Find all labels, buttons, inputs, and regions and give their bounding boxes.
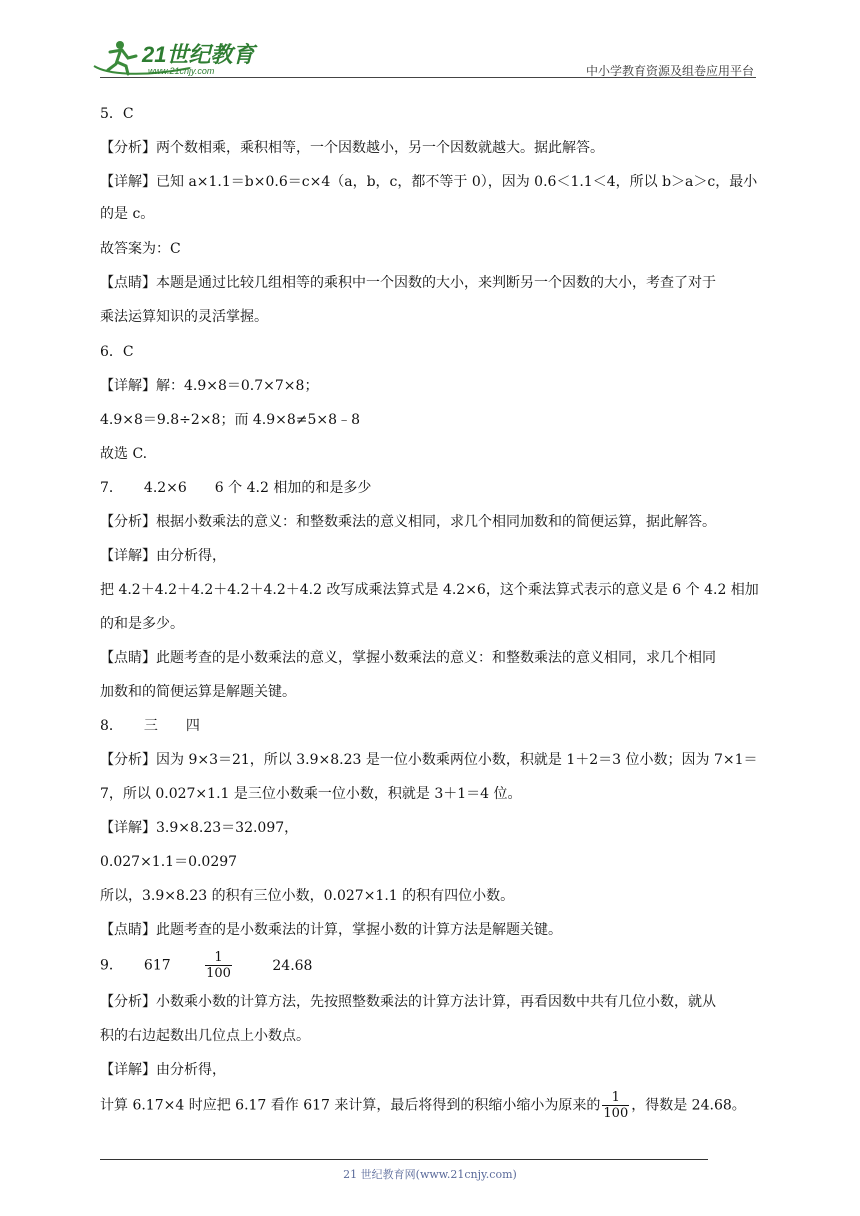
answer-line: 【详解】由分析得， xyxy=(100,1062,226,1078)
answer-line: 【分析】因为 9×3＝21，所以 3.9×8.23 是一位小数乘两位小数，积就是 1＋2＝3 位小数；因为 7×1＝ xyxy=(100,752,758,768)
page-footer: 21 世纪教育网(www.21cnjy.com) xyxy=(343,1168,517,1181)
answer-line: 5．C xyxy=(100,106,134,122)
answer-line: 【分析】小数乘小数的计算方法，先按照整数乘法的计算方法计算，再看因数中共有几位小数，就从 xyxy=(100,994,716,1010)
final-answer-line xyxy=(100,1090,746,1121)
final-fraction xyxy=(602,1090,629,1121)
q9-fraction xyxy=(205,950,232,981)
answer-line: 把 4.2＋4.2＋4.2＋4.2＋4.2＋4.2 改写成乘法算式是 4.2×6，这个乘法算式表示的意义是 6 个 4.2 相加 xyxy=(100,582,759,598)
fraction-numerator: 1 xyxy=(214,950,223,965)
answer-line: 4.9×8＝9.8÷2×8；而 4.9×8≠5×8﹣8 xyxy=(100,412,360,428)
platform-name: 中小学教育资源及组卷应用平台 xyxy=(585,64,754,78)
svg-text:21世纪教育: 21世纪教育 xyxy=(142,42,255,67)
answer-line: 【分析】根据小数乘法的意义：和整数乘法的意义相同，求几个相同加数和的简便运算，据此解答。 xyxy=(100,514,716,530)
answer-line: 的是 c。 xyxy=(100,206,155,222)
answer-line: 0.027×1.1＝0.0297 xyxy=(100,854,238,870)
answer-line: 【详解】解：4.9×8＝0.7×7×8； xyxy=(100,378,319,394)
answer-line: 7． 4.2×6 6 个 4.2 相加的和是多少 xyxy=(100,480,372,496)
answer-line: 8． 三 四 xyxy=(100,718,200,734)
answer-line: 故答案为：C xyxy=(100,241,181,257)
answer-line: 【详解】已知 a×1.1＝b×0.6＝c×4（a，b，c，都不等于 0），因为 0.6＜1.1＜4，所以 b＞a＞c，最小 xyxy=(100,174,758,190)
answer-line: 的和是多少。 xyxy=(100,616,184,632)
answer-line: 所以，3.9×8.23 的积有三位小数，0.027×1.1 的积有四位小数。 xyxy=(100,888,515,904)
footer-divider xyxy=(100,1159,708,1160)
fraction-denominator: 100 xyxy=(206,966,231,981)
header-divider xyxy=(100,77,756,78)
final-prefix: 计算 6.17×4 时应把 6.17 看作 617 来计算，最后将得到的积缩小缩小为原来的 xyxy=(100,1097,601,1114)
page-header xyxy=(90,28,760,78)
answer-line: 【详解】由分析得， xyxy=(100,548,226,564)
answer-line: 7，所以 0.027×1.1 是三位小数乘一位小数，积就是 3＋1＝4 位。 xyxy=(100,786,522,802)
answer-line: 乘法运算知识的灵活掌握。 xyxy=(100,309,268,325)
site-logo xyxy=(90,36,290,78)
fraction-denominator: 100 xyxy=(603,1106,629,1121)
answer-line: 故选 C. xyxy=(100,446,148,462)
answer-line: 【分析】两个数相乘，乘积相等，一个因数越小，另一个因数就越大。据此解答。 xyxy=(100,140,604,156)
answer-line: 【点睛】此题考查的是小数乘法的计算，掌握小数的计算方法是解题关键。 xyxy=(100,922,562,938)
q9-prefix: 9． 617 xyxy=(100,957,171,974)
answer-line: 积的右边起数出几位点上小数点。 xyxy=(100,1028,310,1044)
svg-text:www.21cnjy.com: www.21cnjy.com xyxy=(148,66,215,76)
answer-line: 【点睛】此题考查的是小数乘法的意义，掌握小数乘法的意义：和整数乘法的意义相同，求几个相同 xyxy=(100,650,716,666)
answer-line: 【点睛】本题是通过比较几组相等的乘积中一个因数的大小，来判断另一个因数的大小，考查了对于 xyxy=(100,275,716,291)
answer-line: 6．C xyxy=(100,344,134,360)
final-suffix: ，得数是 24.68。 xyxy=(631,1097,746,1114)
answer-line: 【详解】3.9×8.23＝32.097， xyxy=(100,820,299,836)
q9-suffix: 24.68 xyxy=(272,957,313,974)
answer-line: 加数和的简便运算是解题关键。 xyxy=(100,684,296,700)
fraction-numerator: 1 xyxy=(611,1090,620,1105)
q9-answer-line xyxy=(100,950,312,981)
